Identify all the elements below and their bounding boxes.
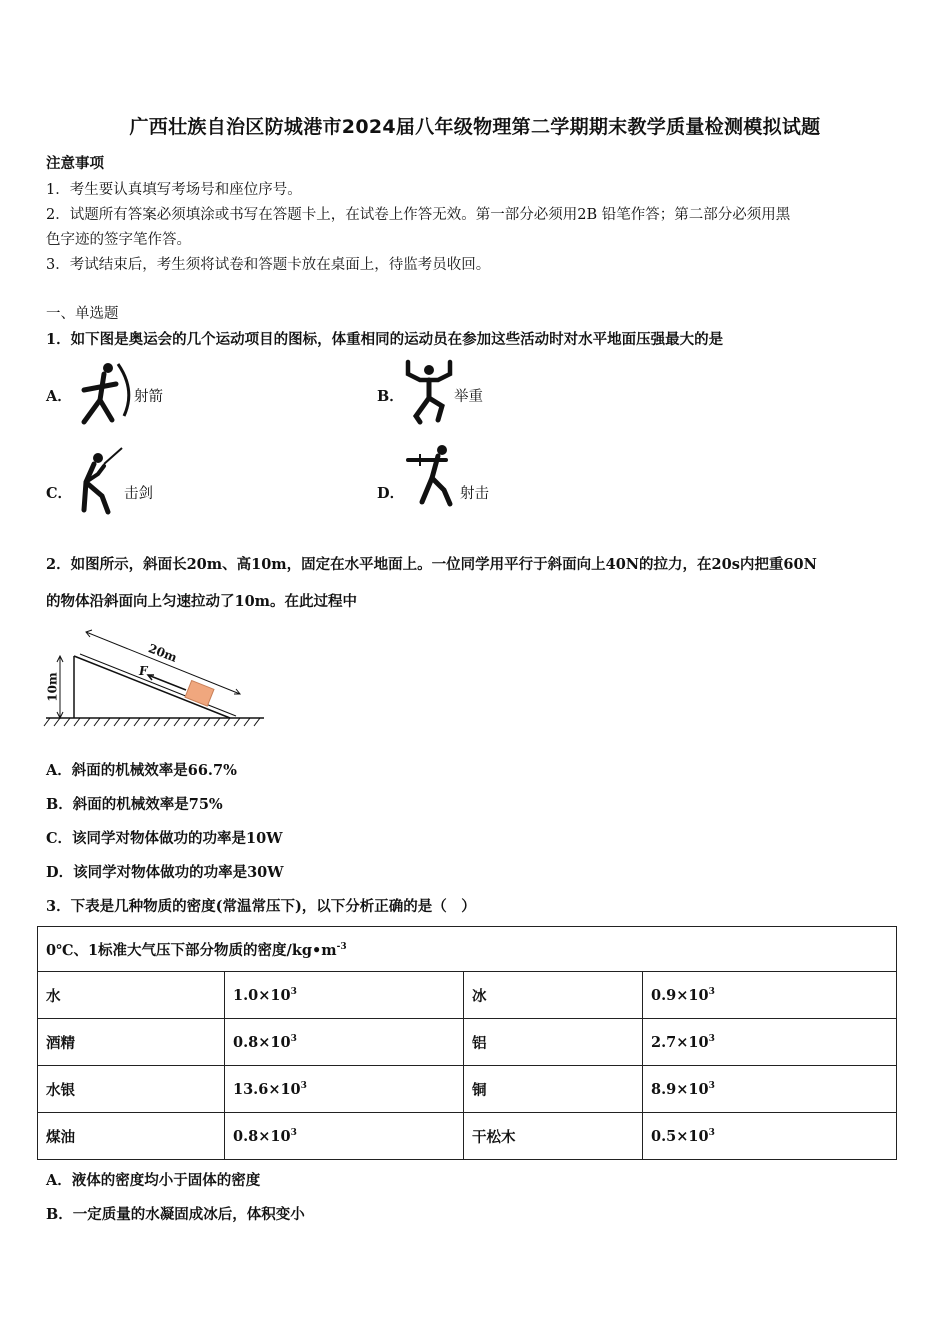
q2-option-c: C．该同学对物体做功的功率是10W bbox=[46, 830, 283, 847]
archery-icon bbox=[78, 360, 138, 426]
table-exponent: 3 bbox=[708, 986, 715, 997]
incline-height-label: 10m bbox=[45, 672, 60, 702]
table-row bbox=[38, 1066, 897, 1113]
table-header-text: 0℃、1标准大气压下部分物质的密度/kg•m bbox=[46, 941, 337, 959]
table-row bbox=[38, 972, 897, 1019]
table-value: 0.9×10 bbox=[651, 986, 709, 1004]
q1-option-d-label: 射击 bbox=[460, 486, 489, 502]
density-table bbox=[37, 926, 897, 1160]
table-value: 13.6×10 bbox=[233, 1080, 301, 1098]
q3-option-a: A．液体的密度均小于固体的密度 bbox=[46, 1172, 261, 1189]
table-value: 2.7×10 bbox=[651, 1033, 709, 1051]
table-value: 0.5×10 bbox=[651, 1127, 709, 1145]
q1-option-c-label: 击剑 bbox=[124, 486, 153, 502]
table-exponent: 3 bbox=[708, 1080, 715, 1091]
q1-option-d-letter: D． bbox=[377, 485, 405, 502]
table-row bbox=[38, 1113, 897, 1160]
table-cell bbox=[225, 972, 464, 1019]
q2-option-a: A．斜面的机械效率是66.7% bbox=[46, 762, 237, 779]
table-value: 0.8×10 bbox=[233, 1033, 291, 1051]
section-heading: 一、单选题 bbox=[46, 306, 119, 322]
q2-stem-line2: 的物体沿斜面向上匀速拉动了10m。在此过程中 bbox=[46, 593, 358, 610]
table-cell: 铜 bbox=[464, 1066, 643, 1113]
incline-figure bbox=[40, 622, 270, 734]
table-cell: 铝 bbox=[464, 1019, 643, 1066]
table-cell bbox=[643, 972, 897, 1019]
q2-option-b: B．斜面的机械效率是75% bbox=[46, 796, 223, 813]
table-cell bbox=[643, 1066, 897, 1113]
table-exponent: 3 bbox=[290, 1127, 297, 1138]
weightlifting-icon bbox=[404, 358, 454, 426]
table-header bbox=[38, 927, 897, 972]
table-cell: 煤油 bbox=[38, 1113, 225, 1160]
table-cell bbox=[225, 1113, 464, 1160]
q3-stem: 3．下表是几种物质的密度(常温常压下)，以下分析正确的是（ ） bbox=[46, 898, 476, 915]
notice-heading: 注意事项 bbox=[46, 155, 104, 172]
notice-item: 色字迹的签字笔作答。 bbox=[46, 232, 191, 248]
q3-option-b: B．一定质量的水凝固成冰后，体积变小 bbox=[46, 1206, 305, 1223]
table-value: 8.9×10 bbox=[651, 1080, 709, 1098]
table-header-exponent: -3 bbox=[336, 941, 347, 952]
q1-option-b-label: 举重 bbox=[454, 389, 483, 405]
table-cell: 干松木 bbox=[464, 1113, 643, 1160]
fencing-icon bbox=[74, 444, 128, 516]
force-label: F bbox=[139, 664, 148, 678]
table-header-row bbox=[38, 927, 897, 972]
table-value: 0.8×10 bbox=[233, 1127, 291, 1145]
table-cell bbox=[643, 1113, 897, 1160]
table-exponent: 3 bbox=[300, 1080, 307, 1091]
notice-item: 1．考生要认真填写考场号和座位序号。 bbox=[46, 182, 302, 198]
table-cell: 水银 bbox=[38, 1066, 225, 1113]
table-value: 1.0×10 bbox=[233, 986, 291, 1004]
q2-option-d: D．该同学对物体做功的功率是30W bbox=[46, 864, 284, 881]
shooting-icon bbox=[406, 442, 462, 508]
q1-option-b-letter: B． bbox=[377, 388, 404, 405]
incline-length-label: 20m bbox=[146, 641, 179, 665]
table-cell: 冰 bbox=[464, 972, 643, 1019]
q1-option-a-label: 射箭 bbox=[134, 389, 163, 405]
table-cell: 酒精 bbox=[38, 1019, 225, 1066]
table-exponent: 3 bbox=[290, 986, 297, 997]
notice-item: 3．考试结束后，考生须将试卷和答题卡放在桌面上，待监考员收回。 bbox=[46, 257, 491, 273]
table-cell bbox=[225, 1066, 464, 1113]
table-cell: 水 bbox=[38, 972, 225, 1019]
table-exponent: 3 bbox=[290, 1033, 297, 1044]
q2-stem-line1: 2．如图所示，斜面长20m、高10m，固定在水平地面上。一位同学用平行于斜面向上40N的拉力，在20s内把重60N bbox=[46, 556, 817, 573]
table-exponent: 3 bbox=[708, 1127, 715, 1138]
q1-option-c-letter: C． bbox=[46, 485, 73, 502]
table-exponent: 3 bbox=[708, 1033, 715, 1044]
q1-option-a-letter: A． bbox=[46, 388, 72, 405]
table-cell bbox=[643, 1019, 897, 1066]
notice-item: 2．试题所有答案必须填涂或书写在答题卡上，在试卷上作答无效。第一部分必须用2B 铅笔作答；第二部分必须用黑 bbox=[46, 207, 791, 223]
table-cell bbox=[225, 1019, 464, 1066]
table-row bbox=[38, 1019, 897, 1066]
q1-stem: 1．如下图是奥运会的几个运动项目的图标，体重相同的运动员在参加这些活动时对水平地面压强最大的是 bbox=[46, 331, 724, 348]
page-title: 广西壮族自治区防城港市2024届八年级物理第二学期期末教学质量检测模拟试题 bbox=[129, 116, 821, 138]
